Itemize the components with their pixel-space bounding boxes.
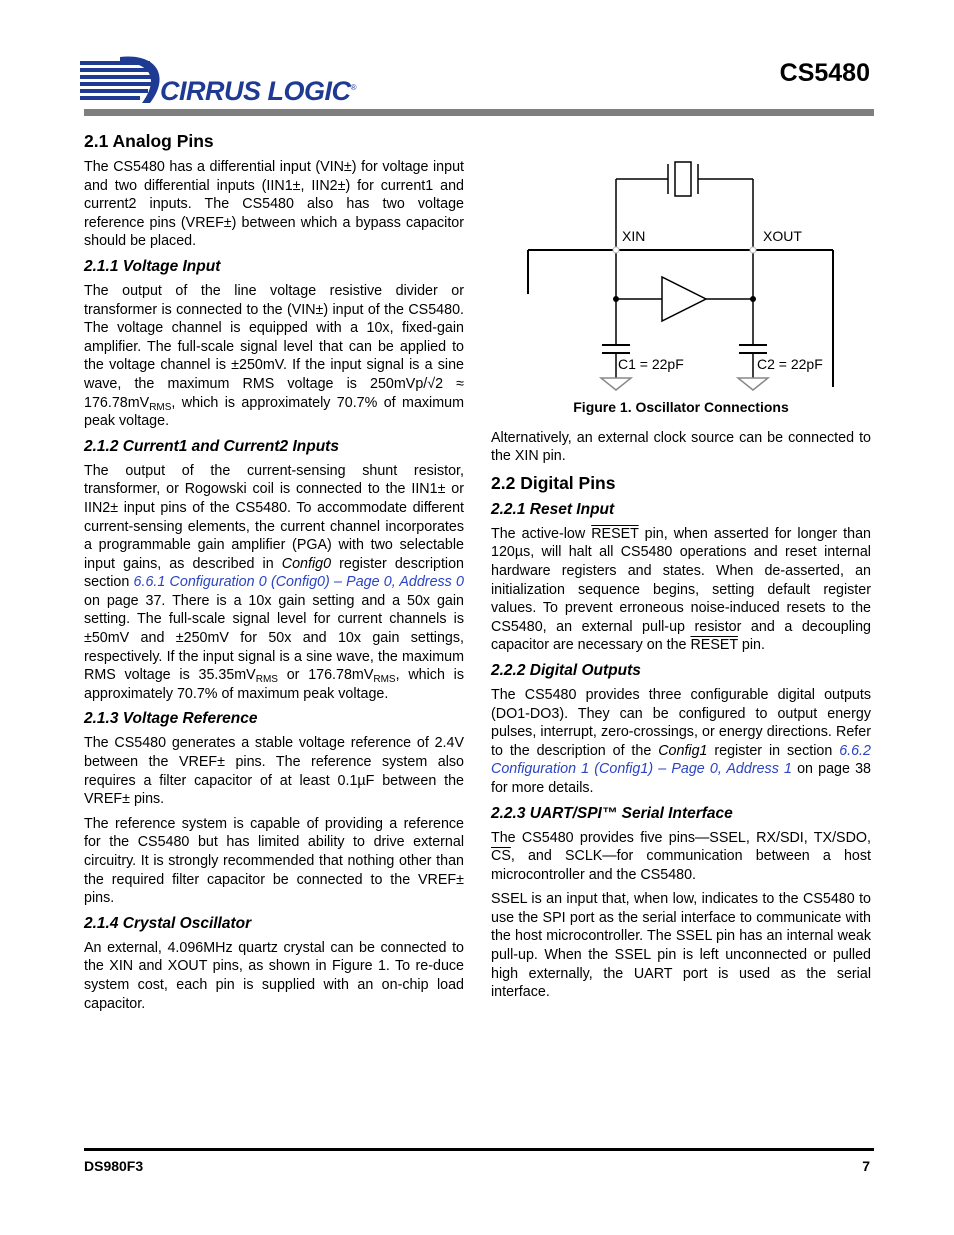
crystal-oscillator-paragraph: An external, 4.096MHz quartz crystal can be connected to the XIN and XOUT pins, as shown in Figure 1. To re-duce system cost, each pin is supplied with an on-chip load capacitor. — [84, 939, 464, 1012]
logo-wordmark: CIRRUS LOGIC® — [160, 76, 356, 106]
left-column — [84, 130, 464, 1019]
c2-label: C2 = 22pF — [757, 356, 823, 372]
serial-interface-paragraph-2: SSEL is an input that, when low, indicates to the CS5480 to use the SPI port as the serial interface to communicate with the host microcontroller. The SSEL pin has an internal weak pull-up. When the SSEL pin is left unconnected or pulled high externally, the UART port is used as the serial interface. — [491, 891, 871, 1001]
section-2-1-1-heading: 2.1.1 Voltage Input — [84, 257, 221, 275]
current-inputs-paragraph: The output of the current-sensing shunt resistor, transformer, or Rogowski coil is connected to the IIN1± or IIN2± input pins of the CS5480. To accommodate different current-sensing elements, the current channel incorporates a programmable gain amplifier (PGA) with two selectable input gains, as described in Config0 register description section 6.6.1 Configuration 0 (Config0) – Page 0, Address 0 on page 37. There is a 10x gain setting and a 50x gain setting. The full-scale signal level for current channels is ±50mV and ±250mV for 50x and 10x gain settings, respectively. If the input signal is a sine wave, the maximum RMS voltage is $35.35mV_{RMS}$ or $176.78mV_{RMS}$, which is approximately 70.7% of maximum peak voltage. — [84, 462, 464, 702]
amplifier-icon — [662, 277, 706, 321]
section-2-1-2-heading: 2.1.2 Current1 and Current2 Inputs — [84, 437, 339, 455]
reset-input-paragraph: The active-low RESET pin, when asserted for longer than 120µs, will halt all CS5480 operations and reset internal hardware registers and states. When de-asserted, an initialization sequence begins, setting default register values. To prevent erroneous noise-induced resets to the CS5480, an external pull-up resistor and a decoupling capacitor are necessary on the RESET pin. — [491, 525, 871, 654]
voltage-reference-paragraph-2: The reference system is capable of providing a reference for the CS5480 but has limited ability to drive external circuitry. It is strongly recommended that nothing other than the required filter capacitor be connected to the VREF± pins. — [84, 815, 464, 907]
section-2-2-2-heading: 2.2.2 Digital Outputs — [491, 661, 641, 679]
xin-label: XIN — [622, 228, 646, 244]
config0-link[interactable]: 6.6.1 Configuration 0 (Config0) – Page 0, Address 0 — [133, 574, 464, 591]
section-2-1-heading: 2.1 Analog Pins — [84, 131, 214, 151]
junction-dot — [613, 296, 619, 302]
logo-swoosh-icon — [80, 57, 160, 103]
xout-label: XOUT — [763, 228, 802, 244]
section-2-2-1-heading: 2.2.1 Reset Input — [491, 500, 615, 518]
junction-dot — [750, 296, 756, 302]
c1-label: C1 = 22pF — [618, 356, 684, 372]
config1-link[interactable]: 6.6.2 Configuration 1 (Config1) – Page 0, Address 1 — [491, 742, 871, 778]
crystal-icon — [675, 162, 691, 196]
section-2-2-heading: 2.2 Digital Pins — [491, 472, 616, 493]
right-column — [491, 130, 871, 1008]
digital-outputs-paragraph: The CS5480 provides three configurable digital outputs (DO1-DO3). They can be configured to output energy pulses, interrupt, zero-crossings, or energy directions. Refer to the description of the Config1 register in section 6.6.2 Configuration 1 (Config1) – Page 0, Address 1 on page 38 for more details. — [491, 686, 871, 796]
document-title: CS5480 — [779, 59, 870, 87]
pin-xout — [750, 247, 756, 253]
section-2-1-3-heading: 2.1.3 Voltage Reference — [84, 710, 258, 728]
ground-icon — [601, 378, 631, 390]
analog-pins-paragraph: The CS5480 has a differential input (VIN±) for voltage input and two differential inputs (IIN1±, IIN2±) for current1 and current2 inputs. The CS5480 also has two voltage reference pins (VREF±) between which a bypass capacitor should be placed. — [84, 159, 464, 250]
external-clock-paragraph: Alternatively, an external clock source can be connected to the XIN pin. — [491, 429, 871, 465]
voltage-input-paragraph: The output of the line voltage resistive divider or transformer is connected to the (VIN±) input of the CS5480. The voltage channel is equipped with a 10x, fixed-gain amplifier. The full-scale signal level that can be applied to the voltage channel is ±250mV. If the input signal is a sine wave, the maximum RMS voltage is $250mVp/√2 \approx 176.78mV_{RMS}$, which is approximately 70.7% of maximum peak voltage. — [84, 282, 464, 430]
page-number: 7 — [862, 1158, 870, 1174]
pin-xin — [613, 247, 619, 253]
serial-interface-paragraph-1: The CS5480 provides five pins—SSEL, RX/SDI, TX/SDO, $\overline{CS}$, and SCLK—for communication between a host microcontroller and the CS5480. — [491, 829, 871, 883]
footer-rule — [84, 1148, 874, 1151]
ground-icon — [738, 378, 768, 390]
figure-caption: Figure 1. Oscillator Connections — [573, 399, 789, 415]
voltage-reference-paragraph-1: The CS5480 generates a stable voltage reference of 2.4V between the VREF± pins. The reference system also requires a filter capacitor of at least 0.1µF between the VREF± pins. — [84, 735, 464, 808]
header-rule — [84, 109, 874, 116]
document-id: DS980F3 — [84, 1158, 144, 1174]
section-2-1-4-heading: 2.1.4 Crystal Oscillator — [84, 914, 252, 932]
oscillator-connections-figure — [491, 132, 871, 394]
section-2-2-3-heading: 2.2.3 UART/SPI™ Serial Interface — [491, 804, 733, 822]
